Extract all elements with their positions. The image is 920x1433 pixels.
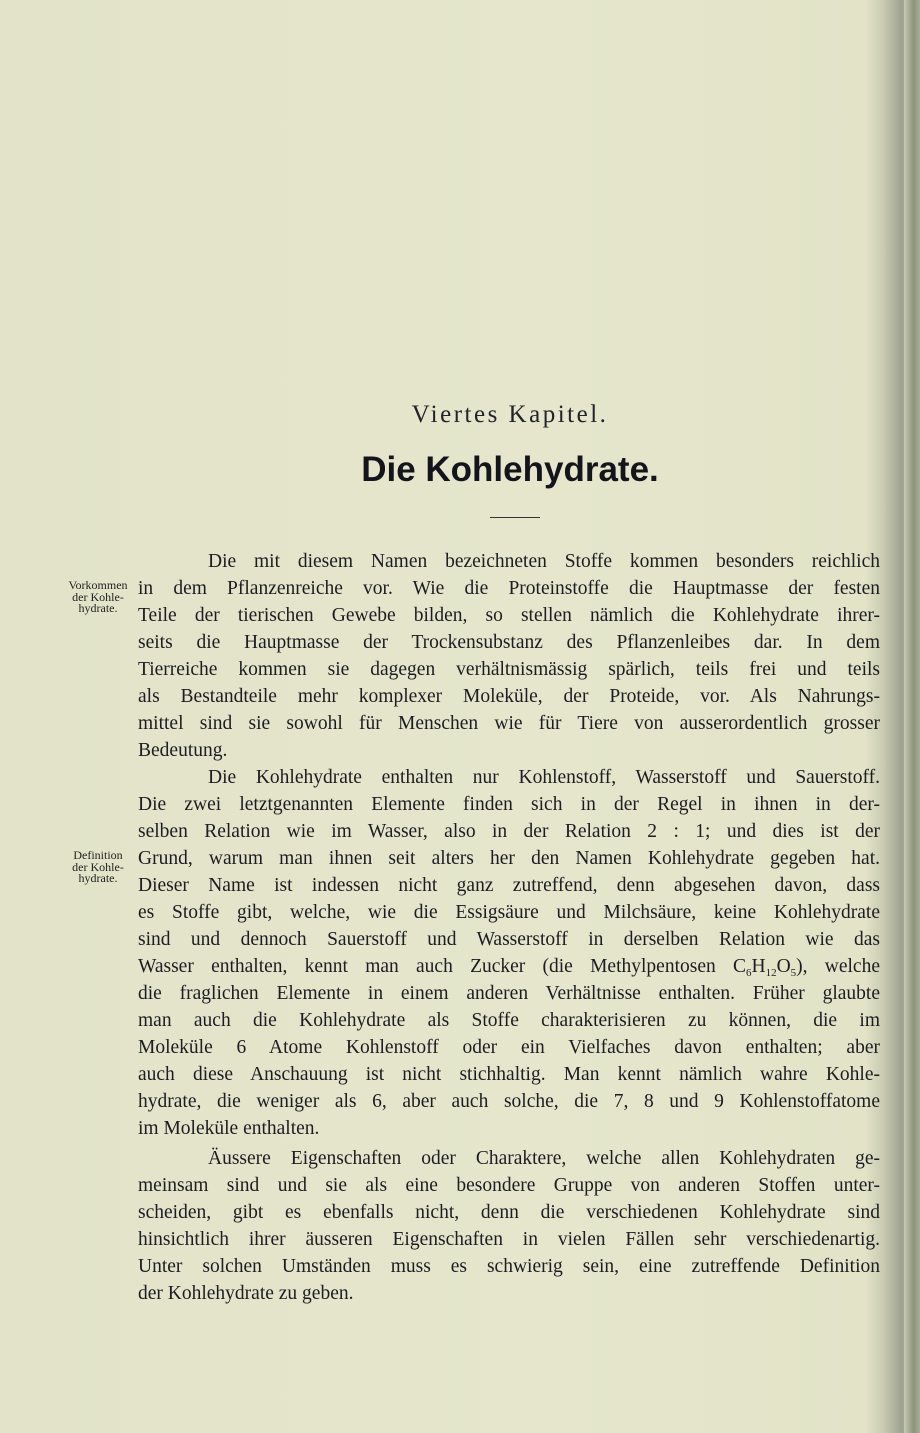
margin-note-line: hydrate. (78, 871, 118, 885)
text-line: der Kohlehydrate zu geben. (138, 1283, 354, 1304)
text-line: man auch die Kohlehydrate als Stoffe charakterisieren zu können, die im (138, 1010, 880, 1031)
text-line-formula: Wasser enthalten, kennt man auch Zucker (die Methylpentosen $C_6H_{12}O_5$), welche (138, 956, 880, 979)
chapter-title: Die Kohlehydrate. (361, 450, 659, 489)
margin-note-line: der Kohle- (72, 859, 124, 874)
text-line: als Bestandteile mehr komplexer Moleküle, der Proteide, vor. Als Nahrungs- (138, 686, 880, 707)
margin-note-line: hydrate. (78, 601, 118, 615)
page-binding-edge (904, 0, 920, 1433)
text-line: in dem Pflanzenreiche vor. Wie die Proteinstoffe die Hauptmasse der festen (138, 578, 880, 599)
text-line: im Moleküle enthalten. (138, 1118, 320, 1139)
margin-note-line: Vorkommen (68, 578, 128, 592)
margin-note-line: Definition (73, 848, 123, 862)
text-line: Die Kohlehydrate enthalten nur Kohlenstoff, Wasserstoff und Sauerstoff. (208, 767, 880, 788)
text-line: sind und dennoch Sauerstoff und Wasserstoff in derselben Relation wie das (138, 929, 880, 950)
text-line: meinsam sind und sie als eine besondere Gruppe von anderen Stoffen unter- (138, 1175, 880, 1196)
text-line: selben Relation wie im Wasser, also in der Relation 2 : 1; und dies ist der (138, 821, 880, 842)
text-line: hydrate, die weniger als 6, aber auch solche, die 7, 8 und 9 Kohlenstoffatome (138, 1091, 880, 1112)
text-line: scheiden, gibt es ebenfalls nicht, denn die verschiedenen Kohlehydrate sind (138, 1202, 880, 1223)
text-line: hinsichtlich ihrer äusseren Eigenschaften in vielen Fällen sehr verschiedenartig. (138, 1229, 880, 1250)
text-line: auch diese Anschauung ist nicht stichhaltig. Man kennt nämlich wahre Kohle- (138, 1064, 880, 1085)
text-line: Bedeutung. (138, 740, 228, 761)
text-line: seits die Hauptmasse der Trockensubstanz des Pflanzenleibes dar. In dem (138, 632, 880, 653)
text-line: es Stoffe gibt, welche, wie die Essigsäure und Milchsäure, keine Kohlehydrate (138, 902, 880, 923)
text-line: Unter solchen Umständen muss es schwierig sein, eine zutreffende Definition (138, 1256, 880, 1277)
text-line: mittel sind sie sowohl für Menschen wie für Tiere von ausserordentlich grosser (138, 713, 880, 734)
text-line: Die zwei letztgenannten Elemente finden sich in der Regel in ihnen in der- (138, 794, 880, 815)
text-line: Äussere Eigenschaften oder Charaktere, welche allen Kohlehydraten ge- (208, 1148, 880, 1169)
margin-note-occurrence (58, 580, 138, 615)
chapter-heading: Viertes Kapitel. (411, 401, 609, 428)
text-line: Moleküle 6 Atome Kohlenstoff oder ein Vielfaches davon enthalten; aber (138, 1037, 880, 1058)
title-divider (490, 517, 540, 518)
text-line: Die mit diesem Namen bezeichneten Stoffe kommen besonders reichlich (208, 551, 880, 572)
text-line: Grund, warum man ihnen seit alters her den Namen Kohlehydrate gegeben hat. (138, 848, 880, 869)
text-line: Tierreiche kommen sie dagegen verhältnismässig spärlich, teils frei und teils (138, 659, 880, 680)
margin-note-line: der Kohle- (72, 589, 124, 604)
text-line: Dieser Name ist indessen nicht ganz zutreffend, denn abgesehen davon, dass (138, 875, 880, 896)
margin-note-definition (58, 850, 138, 885)
text-line: Teile der tierischen Gewebe bilden, so stellen nämlich die Kohlehydrate ihrer- (138, 605, 880, 626)
text-line: die fraglichen Elemente in einem anderen Verhältnisse enthalten. Früher glaubte (138, 983, 880, 1004)
